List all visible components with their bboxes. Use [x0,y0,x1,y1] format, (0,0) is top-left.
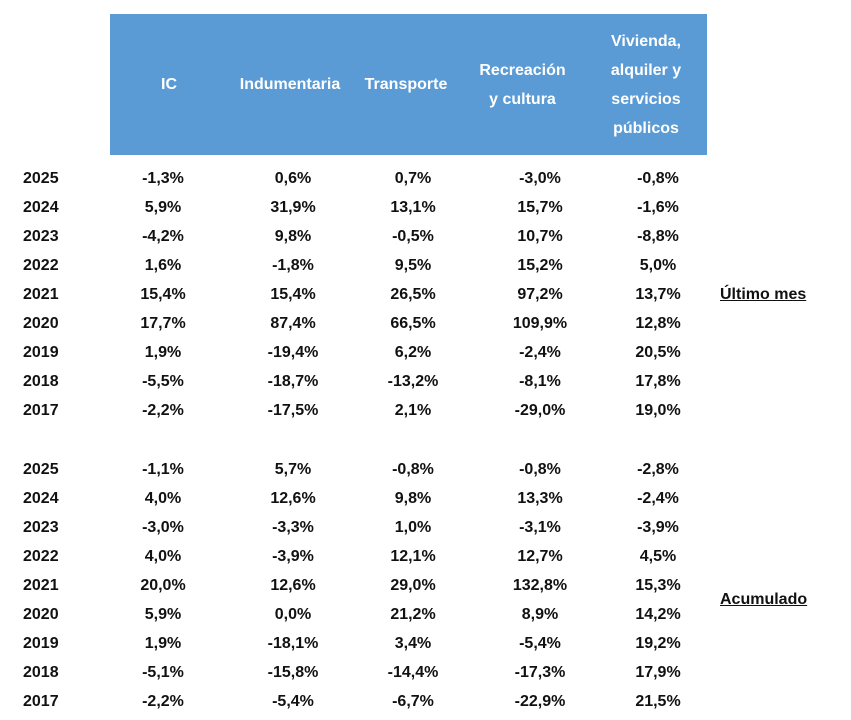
vivienda-cell: 14,2% [635,606,681,623]
column-header-vivienda-line-2: alquiler y [610,61,682,79]
indumentaria-cell: 87,4% [270,315,316,332]
recreacion-cell: 10,7% [517,228,563,245]
indumentaria-cell: -18,1% [267,635,319,652]
indumentaria-cell: -17,5% [267,402,319,419]
transporte-cell: 29,0% [390,577,436,594]
year-cell: 2022 [23,257,59,274]
transporte-cell: 3,4% [394,635,432,652]
indumentaria-cell: -15,8% [267,664,319,681]
year-cell: 2018 [23,664,59,681]
column-header-recreacion-line-1: Recreación [479,61,566,79]
recreacion-cell: -22,9% [514,693,566,710]
vivienda-cell: 21,5% [635,693,681,710]
column-header-vivienda-line-3: servicios [611,90,681,108]
ic-cell: 4,0% [144,490,182,507]
vivienda-cell: -8,8% [637,228,679,245]
vivienda-cell: 17,8% [635,373,681,390]
recreacion-cell: -17,3% [514,664,566,681]
vivienda-cell: -0,8% [637,170,679,187]
table-row [0,484,851,513]
recreacion-cell: 8,9% [521,606,559,623]
year-cell: 2022 [23,548,59,565]
transporte-cell: 21,2% [390,606,436,623]
table-row [0,164,851,193]
indumentaria-cell: 12,6% [270,490,316,507]
transporte-cell: 0,7% [394,170,432,187]
transporte-cell: 12,1% [390,548,436,565]
recreacion-cell: 132,8% [512,577,568,594]
recreacion-cell: 15,7% [517,199,563,216]
year-cell: 2017 [23,402,59,419]
indumentaria-cell: 5,7% [274,461,312,478]
year-cell: 2025 [23,170,59,187]
year-cell: 2023 [23,228,59,245]
column-header-transporte [352,14,460,155]
vivienda-cell: -1,6% [637,199,679,216]
ic-cell: 1,9% [144,635,182,652]
year-cell: 2021 [23,577,59,594]
table-row [0,338,851,367]
year-cell: 2024 [23,199,59,216]
indumentaria-cell: 0,0% [274,606,312,623]
recreacion-cell: 97,2% [517,286,563,303]
table-row [0,513,851,542]
ic-cell: -1,1% [142,461,184,478]
year-cell: 2019 [23,344,59,361]
ic-cell: -2,2% [142,402,184,419]
year-cell: 2025 [23,461,59,478]
column-header-indumentaria [228,14,352,155]
table-header [110,14,707,155]
indumentaria-cell: 0,6% [274,170,312,187]
transporte-cell: -0,5% [392,228,434,245]
transporte-cell: -6,7% [392,693,434,710]
table-row [0,193,851,222]
year-cell: 2023 [23,519,59,536]
column-header-vivienda-line-4: públicos [613,119,679,137]
vivienda-cell: -3,9% [637,519,679,536]
indumentaria-cell: -18,7% [267,373,319,390]
transporte-cell: 13,1% [390,199,436,216]
transporte-cell: 2,1% [394,402,432,419]
recreacion-cell: -8,1% [519,373,561,390]
table-row [0,251,851,280]
year-cell: 2021 [23,286,59,303]
column-header-recreacion [460,14,585,155]
year-cell: 2018 [23,373,59,390]
vivienda-cell: 4,5% [639,548,677,565]
ic-cell: -5,1% [142,664,184,681]
vivienda-cell: -2,4% [637,490,679,507]
transporte-cell: -13,2% [387,373,439,390]
recreacion-cell: 12,7% [517,548,563,565]
indumentaria-cell: 15,4% [270,286,316,303]
year-cell: 2020 [23,315,59,332]
ic-cell: -5,5% [142,373,184,390]
ic-cell: -1,3% [142,170,184,187]
vivienda-cell: 19,0% [635,402,681,419]
vivienda-cell: 13,7% [635,286,681,303]
indumentaria-cell: -19,4% [267,344,319,361]
table-row [0,542,851,571]
table-row [0,629,851,658]
vivienda-cell: 15,3% [635,577,681,594]
indumentaria-cell: -5,4% [272,693,314,710]
ic-cell: -3,0% [142,519,184,536]
vivienda-cell: 12,8% [635,315,681,332]
indumentaria-cell: 12,6% [270,577,316,594]
table-row [0,455,851,484]
vivienda-cell: 20,5% [635,344,681,361]
recreacion-cell: -0,8% [519,461,561,478]
transporte-cell: 9,5% [394,257,432,274]
column-header-vivienda [585,14,707,155]
ic-cell: 20,0% [140,577,186,594]
recreacion-cell: 15,2% [517,257,563,274]
table-row [0,687,851,716]
ic-cell: 15,4% [140,286,186,303]
transporte-cell: 66,5% [390,315,436,332]
transporte-cell: 26,5% [390,286,436,303]
recreacion-cell: -3,1% [519,519,561,536]
vivienda-cell: 19,2% [635,635,681,652]
indumentaria-cell: 31,9% [270,199,316,216]
transporte-cell: 6,2% [394,344,432,361]
column-header-transporte-label: Transporte [364,76,448,93]
transporte-cell: 1,0% [394,519,432,536]
year-cell: 2017 [23,693,59,710]
table-row [0,309,851,338]
ic-cell: 1,9% [144,344,182,361]
recreacion-cell: 13,3% [517,490,563,507]
ic-cell: -4,2% [142,228,184,245]
ic-cell: 5,9% [144,199,182,216]
ic-cell: 4,0% [144,548,182,565]
indumentaria-cell: 9,8% [274,228,312,245]
column-header-ic [110,14,228,155]
section-label-acumulado: Acumulado [720,591,808,608]
ic-cell: 17,7% [140,315,186,332]
recreacion-cell: -2,4% [519,344,561,361]
table-row [0,367,851,396]
transporte-cell: -14,4% [387,664,439,681]
vivienda-cell: 17,9% [635,664,681,681]
indumentaria-cell: -1,8% [272,257,314,274]
column-header-indumentaria-label: Indumentaria [239,76,341,93]
year-cell: 2024 [23,490,59,507]
table-row [0,222,851,251]
vivienda-cell: -2,8% [637,461,679,478]
transporte-cell: 9,8% [394,490,432,507]
table-row [0,658,851,687]
ic-cell: 5,9% [144,606,182,623]
year-cell: 2020 [23,606,59,623]
column-header-recreacion-line-2: y cultura [489,90,556,108]
column-header-ic-label: IC [161,76,177,93]
indumentaria-cell: -3,3% [272,519,314,536]
recreacion-cell: -3,0% [519,170,561,187]
section-label-ultimo-mes: Último mes [720,286,807,303]
ic-cell: 1,6% [144,257,182,274]
table-row [0,396,851,425]
indumentaria-cell: -3,9% [272,548,314,565]
year-cell: 2019 [23,635,59,652]
recreacion-cell: -29,0% [514,402,566,419]
ic-cell: -2,2% [142,693,184,710]
vivienda-cell: 5,0% [639,257,677,274]
transporte-cell: -0,8% [392,461,434,478]
recreacion-cell: -5,4% [519,635,561,652]
column-header-vivienda-line-1: Vivienda, [611,32,681,50]
recreacion-cell: 109,9% [512,315,568,332]
